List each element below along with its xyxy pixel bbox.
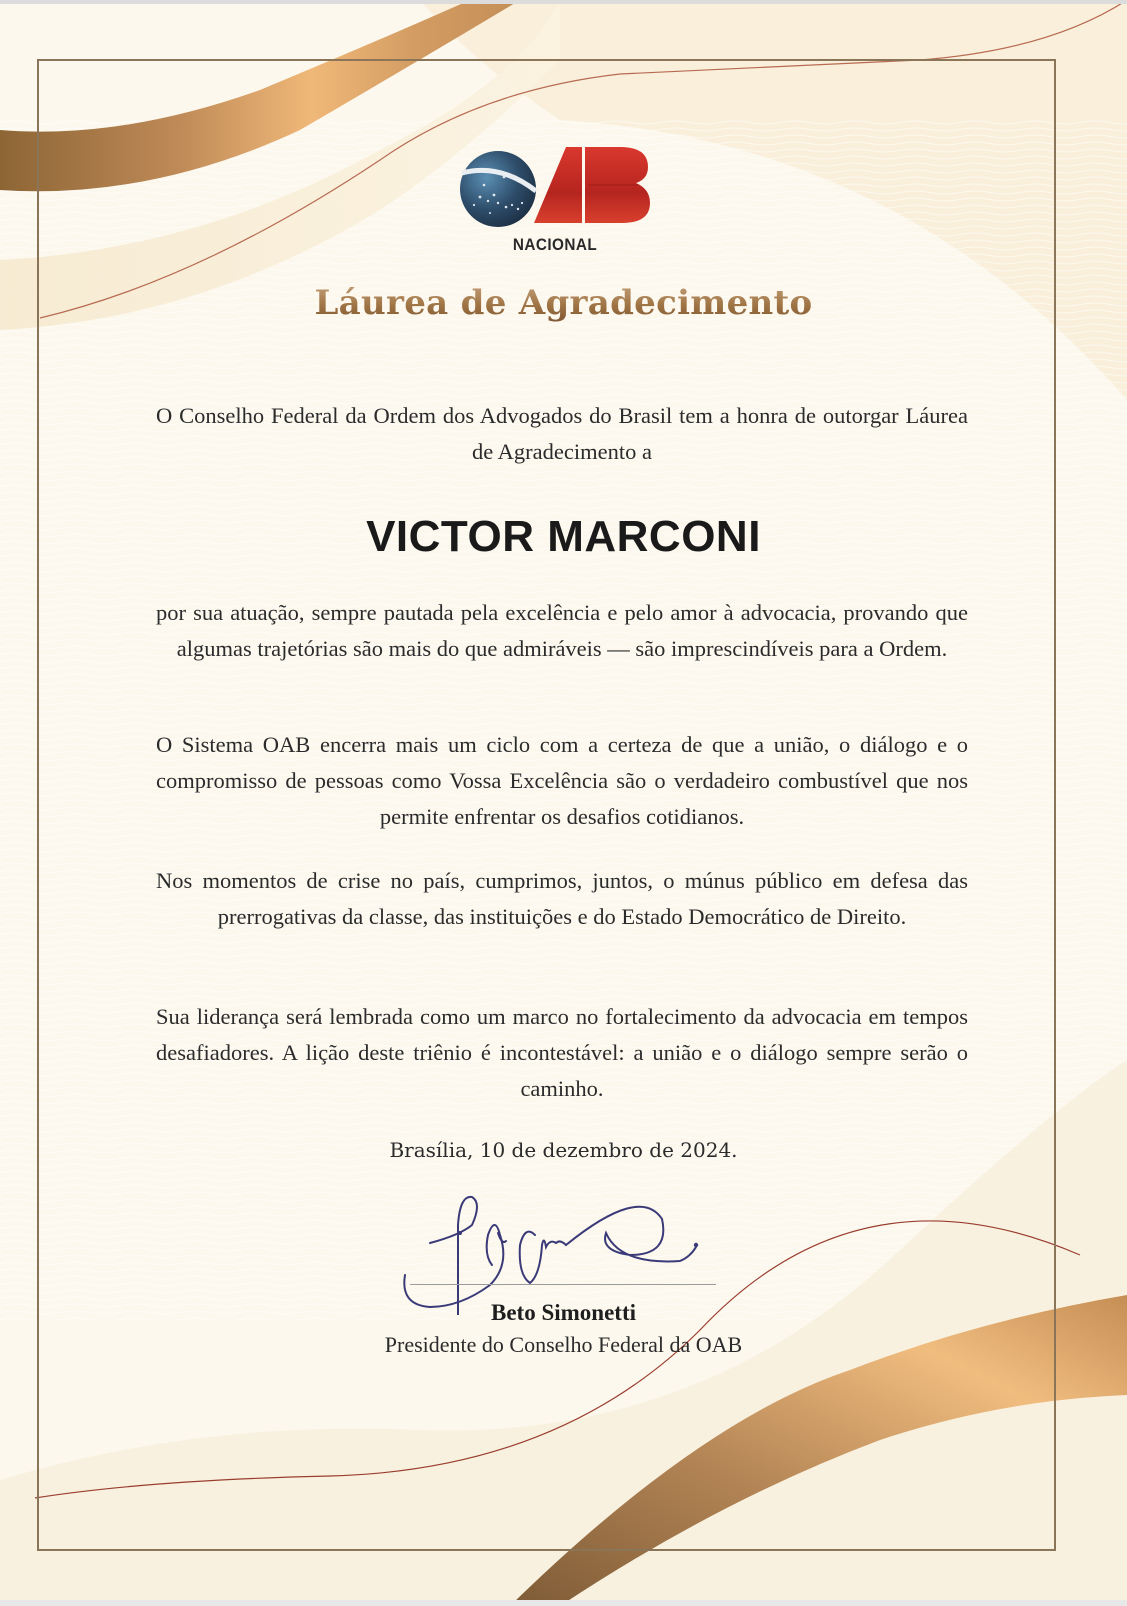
- oab-logo: [460, 147, 670, 257]
- body-paragraph-4: Sua liderança será lembrada como um marco no fortalecimento da advocacia em tempos desafiadores. A lição deste triênio é incontestável: a união e o diálogo sempre serão o caminho.: [156, 1004, 968, 1101]
- certificate-title: Láurea de Agradecimento: [0, 283, 1127, 323]
- recipient-name: VICTOR MARCONI: [366, 512, 761, 561]
- intro-paragraph: O Conselho Federal da Ordem dos Advogados do Brasil tem a honra de outorgar Láurea de Agradecimento a: [156, 403, 968, 464]
- bottom-edge: [0, 1600, 1127, 1606]
- date-line: Brasília, 10 de dezembro de 2024.: [389, 1138, 738, 1162]
- signature-line: [410, 1284, 716, 1285]
- signer-role: Presidente do Conselho Federal da OAB: [384, 1332, 743, 1357]
- body-paragraph-2: O Sistema OAB encerra mais um ciclo com a certeza de que a união, o diálogo e o compromisso de pessoas como Vossa Excelência são o verdadeiro combustível que nos permite enfrentar os desafios cotidianos.: [156, 732, 968, 829]
- body-paragraph-1: por sua atuação, sempre pautada pela excelência e pelo amor à advocacia, provando que algumas trajetórias são mais do que admiráveis — são imprescindíveis para a Ordem.: [156, 600, 968, 661]
- signer-name: Beto Simonetti: [490, 1300, 636, 1325]
- signature-icon: [400, 1195, 710, 1315]
- logo-subtitle: NACIONAL: [512, 235, 598, 254]
- oab-emblem-icon: [460, 147, 650, 237]
- body-paragraph-3: Nos momentos de crise no país, cumprimos, juntos, o múnus público em defesa das prerrogativas da classe, das instituições e do Estado Democrático de Direito.: [156, 868, 968, 929]
